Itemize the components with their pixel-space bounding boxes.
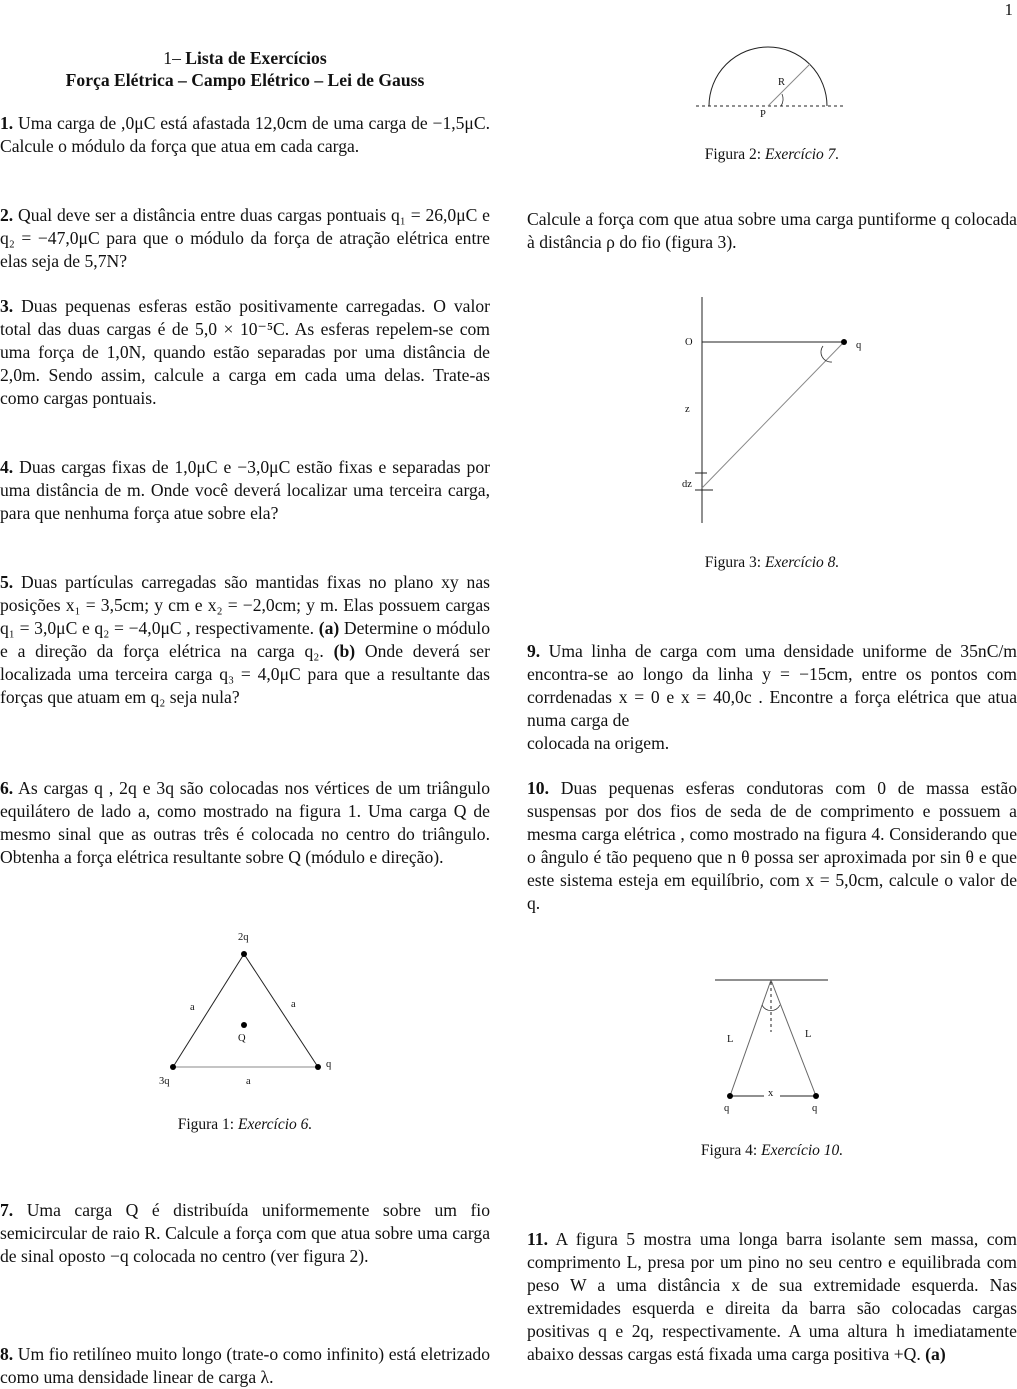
svg-text:dz: dz — [682, 479, 692, 490]
exercise-text: Duas cargas fixas de 1,0μC e −3,0μC estão fixas e separadas por uma distância de m. Onde você deverá localizar uma terceira carga, para que nenhuma força atue sobre ela? — [0, 457, 490, 523]
exercise-number: 9. — [527, 641, 541, 661]
svg-text:O: O — [685, 337, 693, 348]
title-prefix: 1– — [163, 48, 186, 68]
svg-text:q: q — [856, 340, 862, 351]
document-subtitle: Força Elétrica – Campo Elétrico – Lei de Gauss — [65, 70, 425, 90]
exercise-text: A figura 5 mostra uma longa barra isolante sem massa, com comprimento L, presa por um pino no seu centro e equilibrada com peso W a uma distância x de sua extremidade esquerda. Nas extremidades esquerda e direita da barra são colocadas cargas positivas q e 2q, respectivamente. A uma altura h imediatamente abaixo dessas cargas está fixada uma carga positiva +Q. — [527, 1229, 1017, 1364]
part-b-text: Onde deverá ser localizada uma terceira carga q₃ = 4,0μC para que a resultante das forças que atuam em q₂ seja nula? — [0, 641, 490, 707]
charge-q-dot — [315, 1064, 321, 1070]
exercise-text: Duas pequenas esferas estão positivamente carregadas. O valor total das duas cargas é de 5,0 × 10⁻⁵C. As esferas repelem-se com uma força de 1,0N, quando estão separadas por uma distância de 2,0m. Sendo assim, calcule a carga em cada uma delas. Trate-as como cargas pontuais. — [0, 296, 490, 408]
figure-2-semicircle — [692, 38, 852, 118]
exercise-text: Duas pequenas esferas condutoras com 0 de massa estão suspensas por dos fios de seda de de comprimento e possuem a mesma carga elétrica , como mostrado na figura 4. Considerando que o ângulo é tão pequeno que n θ possa ser aproximada por sin θ e que este sistema esteja em equilíbrio, com x = 5,0cm, calcule o valor de q. — [527, 778, 1017, 913]
figure-1-caption — [0, 1113, 490, 1136]
svg-text:P: P — [760, 109, 766, 118]
exercise-text: Calcule a força com que atua sobre uma carga puntiforme q colocada à distância ρ do fio (figura 3). — [527, 209, 1017, 252]
svg-text:L: L — [727, 1034, 734, 1045]
svg-text:z: z — [685, 404, 690, 415]
svg-text:a: a — [190, 1002, 195, 1013]
svg-text:R: R — [778, 77, 786, 88]
figure-4-caption — [527, 1139, 1017, 1162]
exercise-10 — [527, 777, 1017, 915]
charge-3q-dot — [170, 1064, 176, 1070]
exercise-7 — [0, 1199, 490, 1268]
svg-text:2q: 2q — [238, 932, 249, 943]
exercise-number: 3. — [0, 296, 14, 316]
exercise-number: 6. — [0, 778, 14, 798]
figure-4-pendulum — [710, 972, 835, 1117]
svg-text:Q: Q — [238, 1033, 246, 1044]
exercise-number: 10. — [527, 778, 549, 798]
exercise-2 — [0, 204, 490, 273]
exercise-number: 5. — [0, 572, 14, 592]
charge-Q-dot — [241, 1022, 247, 1028]
exercise-number: 8. — [0, 1344, 14, 1364]
exercise-8 — [0, 1343, 490, 1389]
figure-3-wire — [677, 295, 877, 530]
exercise-number: 4. — [0, 457, 14, 477]
figure-1-triangle — [150, 925, 350, 1090]
exercise-text: Uma carga de ,0μC está afastada 12,0cm de uma carga de −1,5μC. Calcule o módulo da força que atua em cada carga. — [0, 113, 490, 156]
svg-text:x: x — [768, 1088, 774, 1099]
exercise-number: 2. — [0, 205, 14, 225]
part-a-text: Determine o módulo e a direção da força elétrica na carga q₂. — [0, 618, 490, 661]
charge-2q-dot — [241, 951, 247, 957]
exercise-text: Qual deve ser a distância entre duas cargas pontuais q₁ = 26,0μC e q₂ = −47,0μC para que o módulo da força de atração elétrica entre elas seja de 5,7N? — [0, 205, 490, 271]
figure-3-caption — [527, 551, 1017, 574]
svg-text:3q: 3q — [159, 1076, 170, 1087]
exercise-4 — [0, 456, 490, 525]
exercise-1 — [0, 112, 490, 158]
exercise-8-continuation — [527, 208, 1017, 254]
exercise-text: Duas partículas carregadas são mantidas fixas no plano xy nas posições x₁ = 3,5cm; y cm e x₂ = −2,0cm; y m. Elas possuem cargas q₁ = 3,0μC e q₂ = −4,0μC , respectivamente. — [0, 572, 490, 638]
part-a-label: (a) — [925, 1344, 946, 1364]
caption-prefix: Figura 2: — [704, 146, 765, 163]
exercise-text: Um fio retilíneo muito longo (trate-o como infinito) está eletrizado como uma densidade linear de carga λ. — [0, 1344, 490, 1387]
caption-prefix: Figura 4: — [700, 1142, 762, 1159]
svg-text:a: a — [291, 999, 296, 1010]
svg-text:L: L — [805, 1029, 812, 1040]
charge-q-dot — [841, 339, 847, 345]
exercise-text: Uma linha de carga com uma densidade uniforme de 35nC/m encontra-se ao longo da linha y = −15cm, entre os pontos com corrdenadas x = 0 e x = 40,0c . Encontre a força elétrica que atua numa carga de — [527, 641, 1017, 730]
right-charge-dot — [813, 1093, 819, 1099]
exercise-11 — [527, 1228, 1017, 1366]
document-title — [0, 47, 490, 91]
exercise-text: Uma carga Q é distribuída uniformemente sobre um fio semicircular de raio R. Calcule a força com que atua sobre uma carga de sinal oposto −q colocada no centro (ver figura 2). — [0, 1200, 490, 1266]
exercise-6 — [0, 777, 490, 869]
exercise-text: As cargas q , 2q e 3q são colocadas nos vértices de um triângulo equilátero de lado a, como mostrado na figura 1. Uma carga Q de mesmo sinal que as outras três é colocada no centro do triângulo. Obtenha a força elétrica resultante sobre Q (módulo e direção). — [0, 778, 490, 867]
svg-text:a: a — [246, 1076, 251, 1087]
caption-italic: Exercício 7. — [764, 146, 840, 163]
caption-italic: Exercício 8. — [764, 554, 840, 571]
caption-prefix: Figura 3: — [704, 554, 765, 571]
caption-prefix: Figura 1: — [177, 1116, 238, 1133]
svg-text:q: q — [724, 1103, 730, 1114]
figure-2-caption — [527, 143, 1017, 166]
part-b-label: (b) — [333, 641, 356, 661]
exercise-5 — [0, 571, 490, 709]
exercise-number: 1. — [0, 113, 14, 133]
exercise-text-last: colocada na origem. — [527, 733, 670, 753]
exercise-3 — [0, 295, 490, 410]
exercise-number: 11. — [527, 1229, 549, 1249]
exercise-number: 7. — [0, 1200, 14, 1220]
page-number: 1 — [1004, 0, 1013, 19]
svg-text:q: q — [326, 1059, 332, 1070]
exercise-9 — [527, 640, 1017, 755]
part-a-label: (a) — [318, 618, 340, 638]
caption-italic: Exercício 6. — [237, 1116, 313, 1133]
svg-text:q: q — [812, 1103, 818, 1114]
title-main: Lista de Exercícios — [185, 48, 327, 68]
left-charge-dot — [727, 1093, 733, 1099]
caption-italic: Exercício 10. — [761, 1142, 844, 1159]
